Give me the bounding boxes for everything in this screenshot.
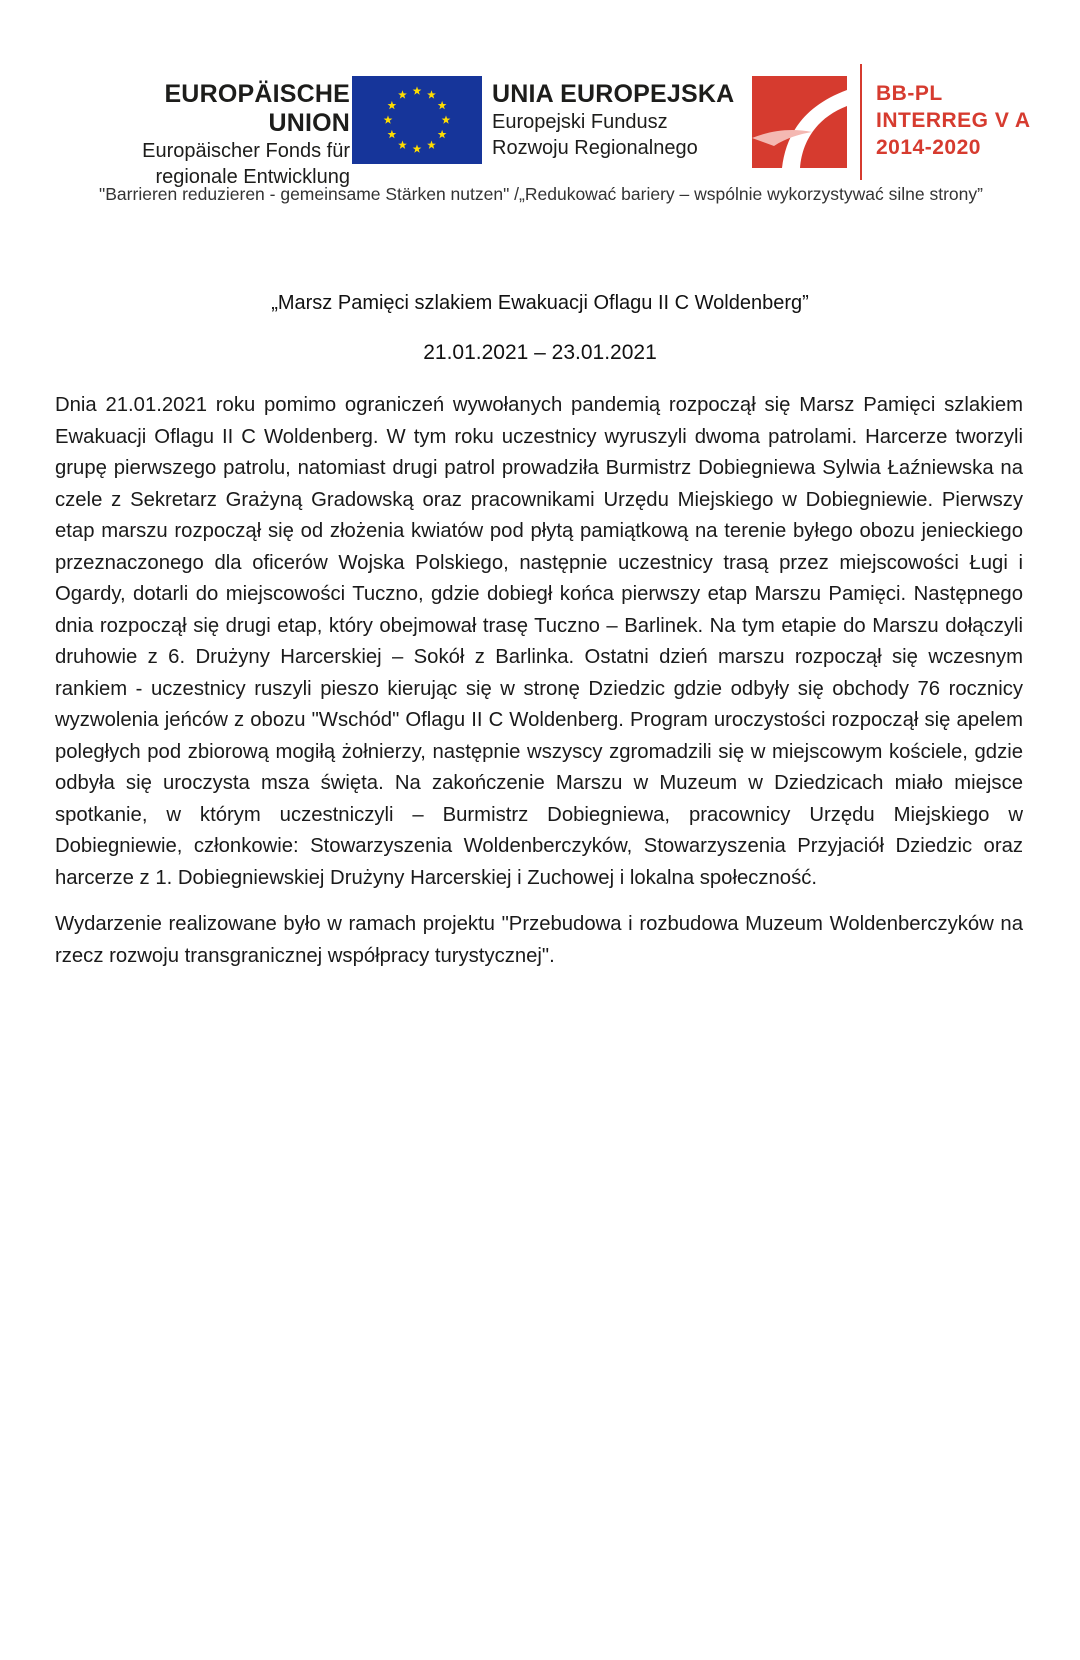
eu-star-icon — [398, 90, 407, 98]
eu-star-icon — [413, 86, 422, 94]
interreg-logo-icon — [752, 76, 847, 168]
eu-star-icon — [427, 141, 436, 149]
document-body — [55, 390, 1023, 987]
interreg-line2: INTERREG V A — [876, 109, 1031, 132]
document-title: „Marsz Pamięci szlakiem Ewakuacji Oflagu II C Woldenberg” — [271, 292, 809, 314]
eu-star-icon — [384, 115, 393, 123]
eu-star-icon — [398, 141, 407, 149]
eu-star-icon — [388, 130, 397, 138]
eu-stars — [352, 76, 482, 164]
interreg-line3: 2014-2020 — [876, 136, 981, 159]
eu-logo-text-pl — [492, 80, 742, 161]
eu-de-line2: regionale Entwicklung — [155, 166, 350, 188]
logo-header — [0, 0, 1080, 220]
eu-pl-line1: Europejski Fundusz — [492, 111, 668, 133]
paragraph: Dnia 21.01.2021 roku pomimo ograniczeń wywołanych pandemią rozpoczął się Marsz Pamięci szlakiem Ewakuacji Oflagu II C Woldenberg. W tym roku uczestnicy wyruszyli dwoma patrolami. Harcerze tworzyli grupę pierwszego patrolu, natomiast drugi patrol prowadziła Burmistrz Dobiegniewa Sylwia Łaźniewska na czele z Sekretarz Grażyną Gradowską oraz pracownikami Urzędu Miejskiego w Dobiegniewie. Pierwszy etap marszu rozpoczął się od złożenia kwiatów pod płytą pamiątkową na terenie byłego obozu jenieckiego przeznaczonego dla oficerów Wojska Polskiego, następnie uczestnicy trasą przez miejscowości Ługi i Ogardy, dotarli do miejscowości Tuczno, gdzie dobiegł końca pierwszy etap Marszu Pamięci. Następnego dnia rozpoczął się drugi etap, który obejmował trasę Tuczno – Barlinek. Na tym etapie do Marszu dołączyli druhowie z 6. Drużyny Harcerskiej – Sokół z Barlinka. Ostatni dzień marszu rozpoczął się wczesnym rankiem - uczestnicy ruszyli pieszo kierując się w stronę Dziedzic gdzie odbyły się obchody 76 rocznicy wyzwolenia jeńców z obozu "Wschód" Oflagu II C Woldenberg. Program uroczystości rozpoczął się apelem poległych pod zbiorową mogiłą żołnierzy, następnie wszyscy zgromadzili się w miejscowym kościele, gdzie odbyła się uroczysta msza święta. Na zakończenie Marszu w Muzeum w Dziedzicach miało miejsce spotkanie, w którym uczestniczyli – Burmistrz Dobiegniewa, pracownicy Urzędu Miejskiego w Dobiegniewie, członkowie: Stowarzyszenia Woldenberczyków, Stowarzyszenia Przyjaciół Dziedzic oraz harcerze z 1. Dobiegniewskiej Drużyny Harcerskiej i Zuchowej i lokalna społeczność. — [55, 394, 1023, 889]
eu-flag-icon — [352, 76, 482, 164]
paragraph: Wydarzenie realizowane było w ramach projektu "Przebudowa i rozbudowa Muzeum Woldenberczyków na rzecz rozwoju transgranicznej współpracy turystycznej". — [55, 913, 1023, 967]
document-dates: 21.01.2021 – 23.01.2021 — [423, 341, 657, 364]
eu-star-icon — [413, 144, 422, 152]
eu-star-icon — [438, 101, 447, 109]
eu-star-icon — [438, 130, 447, 138]
interreg-text — [876, 80, 1046, 161]
eu-logo-text-de — [80, 80, 350, 190]
eu-pl-title: UNIA EUROPEJSKA — [492, 80, 735, 108]
eu-pl-line2: Rozwoju Regionalnego — [492, 137, 698, 159]
eu-star-icon — [442, 115, 451, 123]
slogan: "Barrieren reduzieren - gemeinsame Stärken nutzen" /„Redukować bariery – wspólnie wykorzystywać silne strony” — [99, 184, 983, 204]
eu-de-line1: Europäischer Fonds für — [142, 140, 350, 162]
eu-star-icon — [388, 101, 397, 109]
interreg-divider — [860, 64, 862, 180]
eu-star-icon — [427, 90, 436, 98]
eu-de-title: EUROPÄISCHE UNION — [164, 80, 350, 137]
interreg-line1: BB-PL — [876, 82, 943, 105]
